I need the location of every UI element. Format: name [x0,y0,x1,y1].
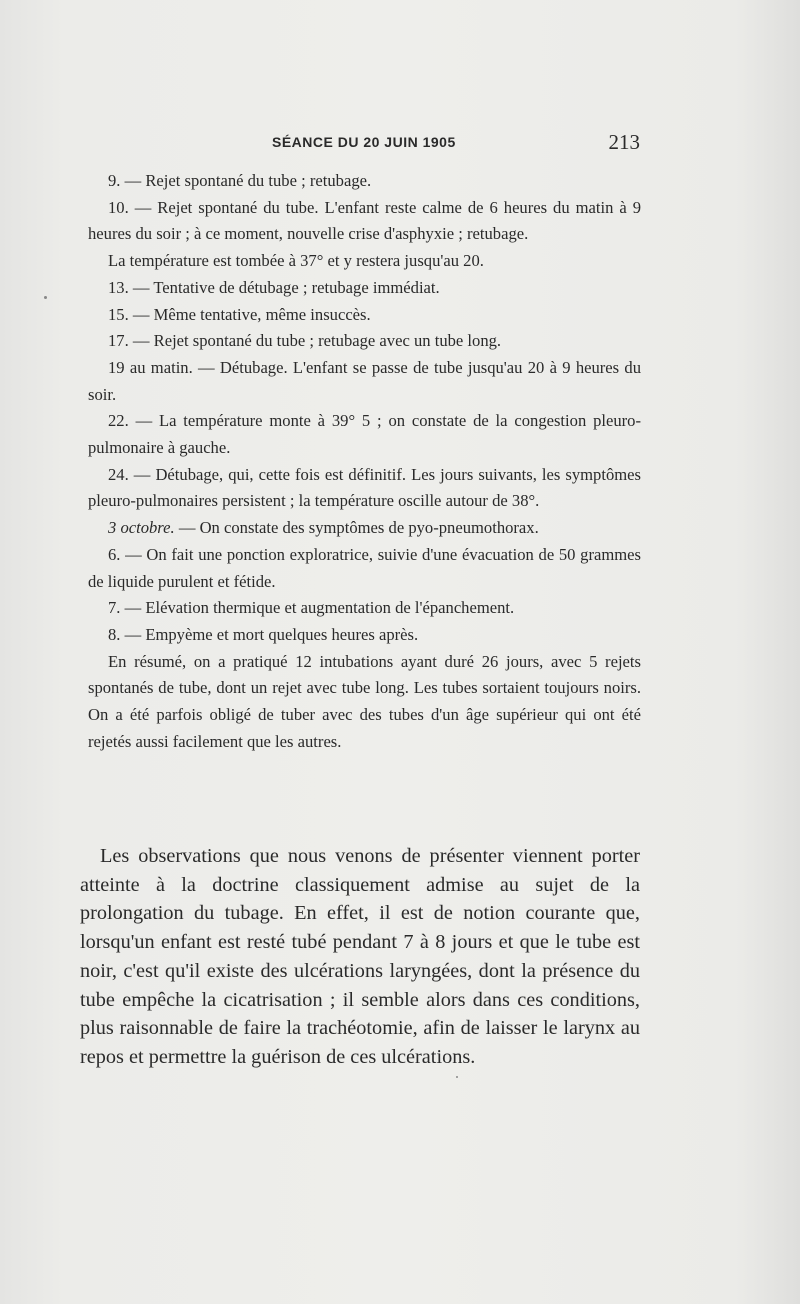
entry-day-19: 19 au matin. — Détubage. L'enfant se passe de tube jusqu'au 20 à 9 heures du soir. [88,357,641,404]
page-number: 213 [608,130,640,154]
entry-day-9: 9. — Rejet spontané du tube ; retubage. [108,171,372,190]
entry-day-8: 8. — Empyème et mort quelques heures après. [108,624,419,644]
entry-temperature: La température est tombée à 37° et y restera jusqu'au 20. [108,251,484,271]
paper-speck [456,1076,458,1078]
page-header [90,130,640,160]
running-head: SÉANCE DU 20 JUIN 1905 [272,134,456,150]
observation-notes [88,168,641,755]
entry-day-22: 22. — La température monte à 39° 5 ; on constate de la congestion pleuro-pulmonaire à gauche. [88,411,641,458]
body-paragraph: Les observations que nous venons de présenter viennent porter atteinte à la doctrine classiquement admise au sujet de la prolongation du tubage. En effet, il est de notion courante que, lorsqu'un enfant est resté tubé pendant 7 à 8 jours et que le tube est noir, c'est qu'il existe des ulcérations laryngées, dont la présence du tube empêche la cicatrisation ; il semble alors dans ces conditions, plus raisonnable de faire la trachéotomie, afin de laisser le larynx au repos et permettre la guérison de ces ulcérations. [80,845,640,1068]
entry-day-15: 15. — Même tentative, même insuccès. [108,304,371,324]
october-text: — On constate des symptômes de pyo-pneumothorax. [174,518,539,538]
entry-day-17: 17. — Rejet spontané du tube ; retubage avec un tube long. [108,331,502,351]
entry-day-13: 13. — Tentative de détubage ; retubage immédiat. [108,277,440,297]
entry-day-7: 7. — Elévation thermique et augmentation de l'épanchement. [108,598,515,618]
main-text [80,842,640,1072]
entry-day-6: 6. — On fait une ponction exploratrice, suivie d'une évacuation de 50 grammes de liquide purulent et fétide. [88,544,641,591]
paper-speck [44,296,47,299]
entry-day-10: 10. — Rejet spontané du tube. L'enfant reste calme de 6 heures du matin à 9 heures du soir ; à ce moment, nouvelle crise d'asphyxie ; retubage. [88,197,641,244]
entry-day-24: 24. — Détubage, qui, cette fois est définitif. Les jours suivants, les symptômes pleuro-pulmonaires persistent ; la température oscille autour de 38°. [88,464,641,511]
summary-paragraph: En résumé, on a pratiqué 12 intubations ayant duré 26 jours, avec 5 rejets spontanés de tube, dont un rejet avec tube long. Les tubes sortaient toujours noirs. On a été parfois obligé de tuber avec des tubes d'un âge supérieur qui ont été rejetés aussi facilement que les autres. [88,651,641,751]
october-date: 3 octobre. [108,518,175,538]
entry-october-3 [88,515,641,542]
